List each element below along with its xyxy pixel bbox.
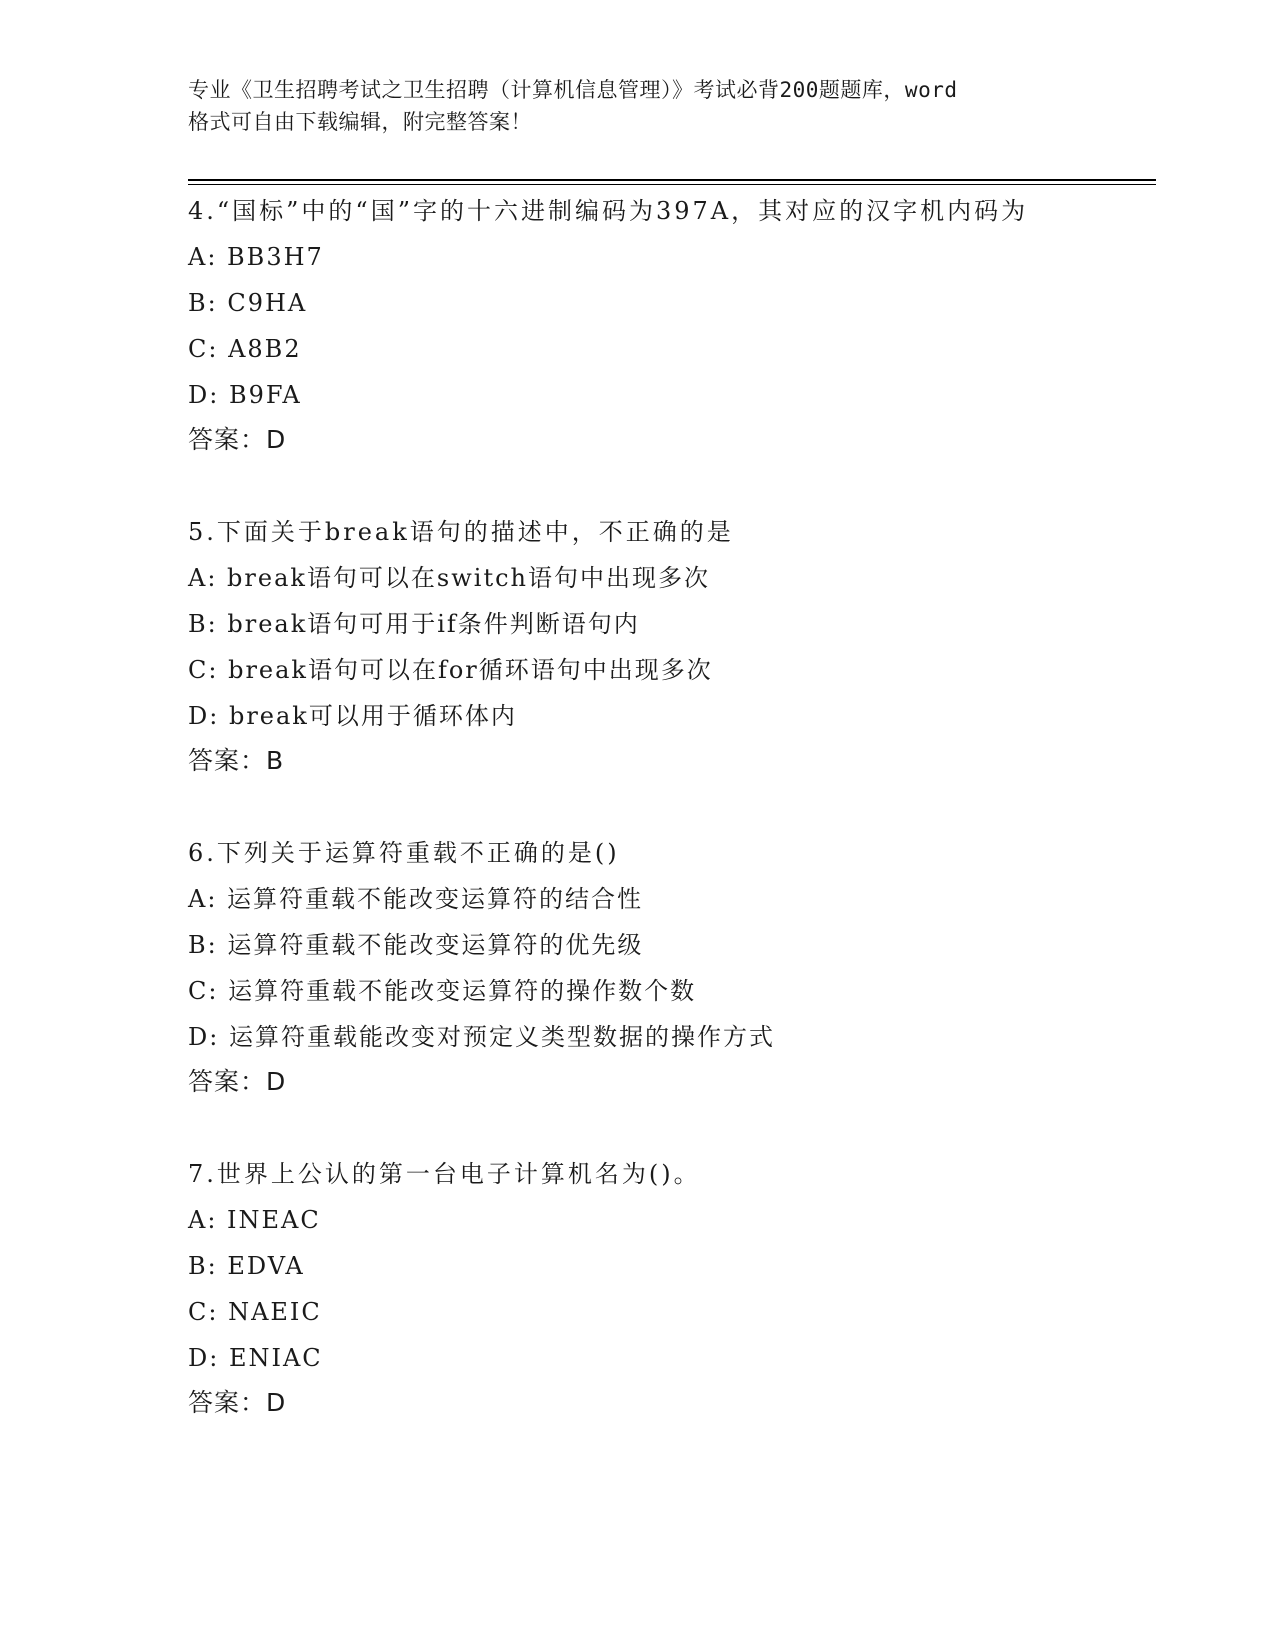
question-stem: 7.世界上公认的第一台电子计算机名为()。 (188, 1160, 701, 1188)
question-stem: 5.下面关于break语句的描述中，不正确的是 (188, 518, 734, 546)
option-a: A: BB3H7 (188, 243, 324, 271)
option-d: D: 运算符重载能改变对预定义类型数据的操作方式 (188, 1023, 775, 1051)
option-a: A: break语句可以在switch语句中出现多次 (188, 564, 711, 592)
option-a: A: INEAC (188, 1206, 321, 1234)
question-stem: 6.下列关于运算符重载不正确的是() (188, 839, 620, 867)
option-c: C: A8B2 (188, 335, 302, 363)
option-d: D: ENIAC (188, 1344, 323, 1372)
answer-line: 答案：D (188, 425, 287, 454)
option-b: B: EDVA (188, 1252, 305, 1280)
option-c: C: 运算符重载不能改变运算符的操作数个数 (188, 977, 697, 1005)
question-5 (188, 509, 1088, 783)
option-b: B: 运算符重载不能改变运算符的优先级 (188, 931, 644, 959)
option-d: D: B9FA (188, 381, 302, 409)
document-header (188, 74, 1088, 138)
answer-line: 答案：D (188, 1388, 287, 1417)
option-a: A: 运算符重载不能改变运算符的结合性 (188, 885, 644, 913)
header-divider-top (188, 179, 1156, 181)
answer-line: 答案：D (188, 1067, 287, 1096)
header-line-1: 专业《卫生招聘考试之卫生招聘（计算机信息管理）》考试必背200题题库，word (188, 78, 958, 102)
question-4 (188, 188, 1088, 462)
question-list (188, 188, 1088, 1472)
option-c: C: break语句可以在for循环语句中出现多次 (188, 656, 713, 684)
option-c: C: NAEIC (188, 1298, 322, 1326)
header-line-2: 格式可自由下载编辑，附完整答案！ (188, 110, 532, 134)
option-d: D: break可以用于循环体内 (188, 702, 517, 730)
option-b: B: break语句可用于if条件判断语句内 (188, 610, 640, 638)
question-6 (188, 830, 1088, 1104)
header-divider-bottom (188, 184, 1156, 185)
answer-line: 答案：B (188, 746, 285, 775)
question-7 (188, 1151, 1088, 1425)
option-b: B: C9HA (188, 289, 308, 317)
question-stem: 4.“国标”中的“国”字的十六进制编码为397A，其对应的汉字机内码为 (188, 197, 1029, 225)
